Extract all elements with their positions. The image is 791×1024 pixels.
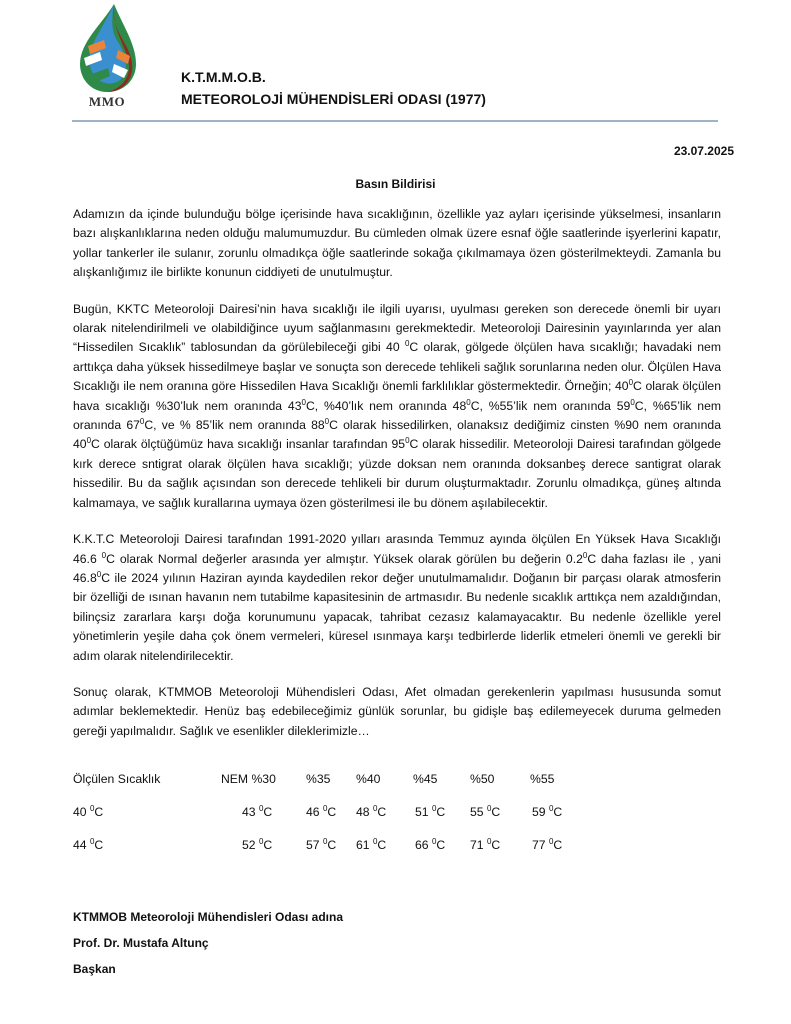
water-drop-logo-icon bbox=[74, 2, 140, 94]
paragraph-3: K.K.T.C Meteoroloji Dairesi tarafından 1991-2020 yılları arasında Temmuz ayında ölçülen En Yüksek Hava Sıcaklığı 46.6 $^0$C olarak Normal değerler arasında yer almıştır. Yüksek olarak görülen bu değerin $0.2^0C$ daha fazlası ile , yani 46.8$^0$C ile 2024 yılının Haziran ayında kaydedilen rekor değer unutulmamalıdır. Doğanın bir parçası olarak atmosferin bir özelliği de ısınan havanın nem tutabilme kapasitesinin de artmasıdır. Bu nedenle sıcaklık arttıkça nem azaldığından, bilinçsiz zararlara karşı doğa korunumunu yapacak, tahribat cezasız kalamayacaktır. Bu nedenle özellikle yerel yönetimlerin yeşile daha çok önem vermeleri, küresel ısınmaya karşı tedbirlerde liderlik etmeleri önemli ve gerekli bir adım olarak nitelendirilecektir. bbox=[73, 532, 721, 663]
value-cell: 51 $^0$C bbox=[415, 804, 446, 819]
value-cell: 52 $^0$C bbox=[242, 837, 273, 852]
measured-cell: 44 $^0$C bbox=[73, 837, 104, 852]
table-row bbox=[73, 805, 570, 838]
header-cell: %55 bbox=[530, 772, 555, 786]
signature-name: Prof. Dr. Mustafa Altunç bbox=[73, 936, 209, 950]
table-header-row bbox=[73, 772, 570, 805]
document-title: Basın Bildirisi bbox=[355, 177, 436, 191]
value-cell: 66 $^0$C bbox=[415, 837, 446, 852]
header-cell: Ölçülen Sıcaklık bbox=[73, 772, 161, 786]
signature-org: KTMMOB Meteoroloji Mühendisleri Odası adına bbox=[73, 910, 344, 924]
value-cell: 48 $^0$C bbox=[356, 804, 387, 819]
organization-header bbox=[181, 66, 486, 110]
paragraph-1: Adamızın da içinde bulunduğu bölge içerisinde hava sıcaklığının, özellikle yaz ayları içerisinde yükselmesi, insanların bazı alışkanlıklarına neden olduğu malumumuzdur. Bu cümleden olmak üzere esnaf öğle saatlerinde işyerlerini kapatır, yollar tankerler ile sulanır, zorunlu olmadıkça öğle saatlerinde sokağa çıkılmamaya özen gösterilmekteydi. Zamanla bu alışkanlığımız ile birlikte konunun ciddiyeti de unutulmuştur. bbox=[73, 207, 721, 280]
document-date: 23.07.2025 bbox=[673, 144, 734, 158]
paragraph-2: Bugün, KKTC Meteoroloji Dairesi’nin hava sıcaklığı ile ilgili uyarısı, uyulması gereken son derecede önemli bir uyarı olarak nitelendirilmeli ve olabildiğince uyum sağlanmasını gerekmektedir. Meteoroloji Dairesinin yayınlarında yer alan “Hissedilen Sıcaklık” tablosundan da görülebileceği gibi 40 $^0$C olarak, gölgede ölçülen hava sıcaklığı; havadaki nem arttıkça daha yüksek hissedilmeye başlar ve sonuçta son derecede tehlikeli sağlık sorunlarına neden olur. Ölçülen Hava Sıcaklığı ile nem oranına göre Hissedilen Hava Sıcaklığı önemli farklılıklar göstermektedir. Örneğin; $40^0C$ olarak ölçülen hava sıcaklığı %30’luk nem oranında $43^0C$, %40’lık nem oranında $48^0C$, %55’lik nem oranında $59^0C$, %65’lik nem oranında $67^0C$, ve % 85’lik nem oranında $88^0C$ olarak hissedilirken, olanaksız dediğimiz cinsten %90 nem oranında $40^0C$ olarak ölçtüğümüz hava sıcaklığı insanlar tarafından $95^0C$ olarak hissedilir. Meteoroloji Dairesi tarafından gölgede kırk derece sntigrat olarak ölçülen hava sıcaklığı; yüzde doksan nem oranında doksanbeş derece santigrat olarak hissedilir. Bu da sağlık açısından son derecede tehlikeli bir durum oluşturmaktadır. Zorunlu olmadıkça, güneş altında kalmamaya, ve sağlık kurallarına uymaya özen gösterilmesi ile bu dönem aşılabilecektir. bbox=[73, 301, 722, 510]
org-abbreviation: K.T.M.M.O.B. bbox=[181, 69, 266, 85]
org-name: METEOROLOJİ MÜHENDİSLERİ ODASI (1977) bbox=[181, 91, 486, 107]
signature-block bbox=[73, 904, 343, 982]
value-cell: 55 $^0$C bbox=[470, 804, 501, 819]
value-cell: 59 $^0$C bbox=[532, 804, 563, 819]
document-body bbox=[73, 205, 721, 758]
table-row bbox=[73, 838, 570, 871]
paragraph-4: Sonuç olarak, KTMMOB Meteoroloji Mühendisleri Odası, Afet olmadan gerekenlerin yapılması hususunda somut adımlar beklemektedir. Henüz baş edebileceğimiz günlük sorunlar, bu gidişle baş edilemeyecek duruma gelmeden gereği yapılmalıdır. Sağlık ve esenlikler dileklerimizle… bbox=[73, 684, 721, 738]
logo-text: MMO bbox=[88, 94, 126, 109]
header-cell: NEM %30 bbox=[221, 772, 276, 786]
heat-index-table bbox=[73, 772, 570, 871]
value-cell: 43 $^0$C bbox=[242, 804, 273, 819]
header-cell: %50 bbox=[470, 772, 495, 786]
value-cell: 46 $^0$C bbox=[306, 804, 337, 819]
header-cell: %45 bbox=[413, 772, 438, 786]
header-cell: %35 bbox=[306, 772, 331, 786]
header-cell: %40 bbox=[356, 772, 381, 786]
value-cell: 77 $^0$C bbox=[532, 837, 563, 852]
signature-title: Başkan bbox=[73, 962, 116, 976]
value-cell: 71 $^0$C bbox=[470, 837, 501, 852]
measured-cell: 40 $^0$C bbox=[73, 804, 104, 819]
header-divider bbox=[72, 120, 718, 122]
value-cell: 61 $^0$C bbox=[356, 837, 387, 852]
value-cell: 57 $^0$C bbox=[306, 837, 337, 852]
mmo-logo bbox=[74, 2, 140, 110]
